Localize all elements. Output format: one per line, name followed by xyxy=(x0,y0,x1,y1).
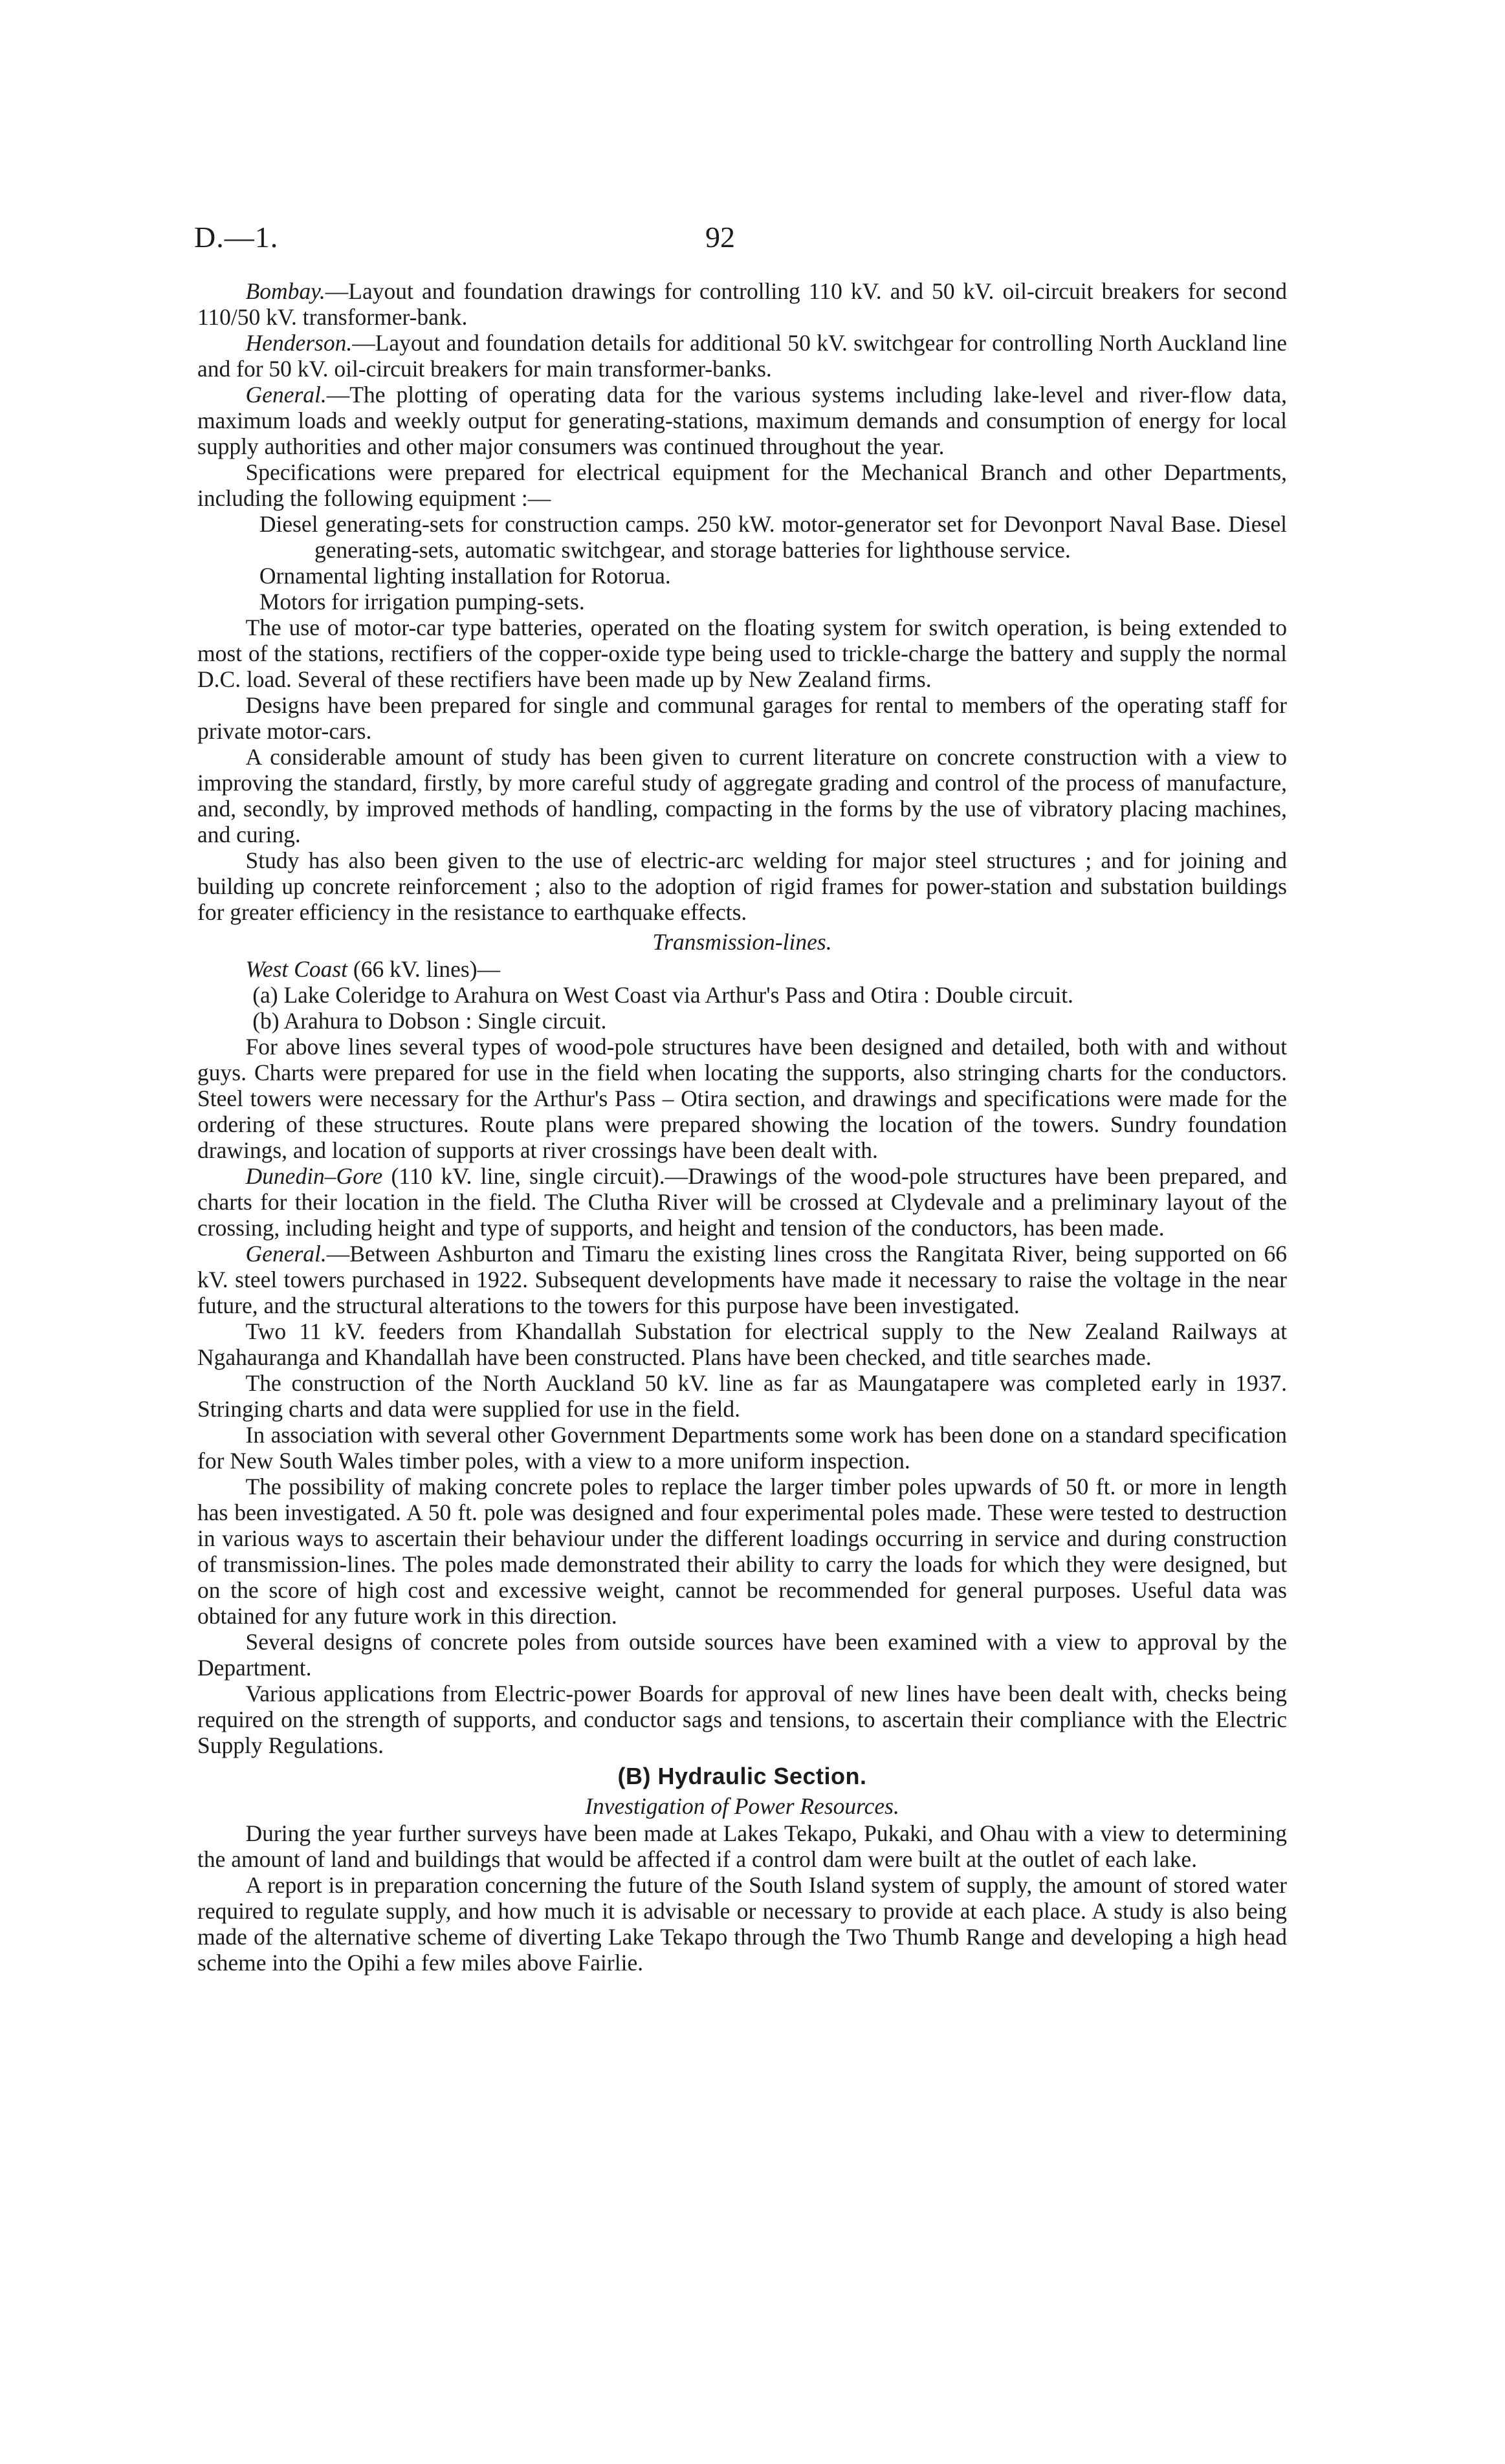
paragraph-report: A report is in preparation concerning the future of the South Island system of supply, the amount of stored water required to regulate supply, and how much it is advisable or necessary to provide at each place. A study is also being made of the alternative scheme of diverting Lake Tekapo through the Two Thumb Range and developing a high head scheme into the Opihi a few miles above Fairlie. xyxy=(197,1872,1287,1976)
list-item-motors: Motors for irrigation pumping-sets. xyxy=(259,589,585,615)
paragraph-batteries: The use of motor-car type batteries, operated on the floating system for switch operation, is being extended to most of the stations, rectifiers of the copper-oxide type being used to trickle-charge the battery and supply the normal D.C. load. Several of these rectifiers have been made up by New Zealand firms. xyxy=(197,615,1287,692)
paragraph-welding: Study has also been given to the use of electric-arc welding for major steel structures ; and for joining and building up concrete reinforcement ; also to the adoption of rigid frames for power-station and substation buildings for greater efficiency in the resistance to earthquake effects. xyxy=(197,847,1287,925)
paragraph-concrete-poles: The possibility of making concrete poles to replace the larger timber poles upwards of 50 ft. or more in length has been investigated. A 50 ft. pole was designed and four experimental poles made. These were tested to destruction in various ways to ascertain their behaviour under the different loadings occurring in service and during construction of transmission-lines. The poles made demonstrated their ability to carry the loads for which they were designed, but on the score of high cost and excessive weight, cannot be recommended for general purposes. Useful data was obtained for any future work in this direction. xyxy=(197,1474,1287,1629)
paragraph-general-rangitata: General.—Between Ashburton and Timaru the existing lines cross the Rangitata River, being supported on 66 kV. steel towers purchased in 1922. Subsequent developments have made it necessary to raise the voltage in the near future, and the structural alterations to the towers for this purpose have been investigated. xyxy=(197,1241,1287,1318)
paragraph-lead: General. xyxy=(245,1241,327,1267)
document-reference: D.—1. xyxy=(194,221,279,254)
paragraph-timber-poles: In association with several other Government Departments some work has been done on a standard specification for New South Wales timber poles, with a view to a more uniform inspection. xyxy=(197,1422,1287,1474)
list-item-diesel: Diesel generating-sets for construction camps. 250 kW. motor-generator set for Devonport Naval Base. Diesel generating-sets, automatic switchgear, and storage batteries for lighthouse service. xyxy=(259,511,1287,563)
paragraph-lead: Henderson. xyxy=(245,330,353,356)
paragraph-outside-designs: Several designs of concrete poles from outside sources have been examined with a view to approval by the Department. xyxy=(197,1629,1287,1681)
paragraph-garages: Designs have been prepared for single and communal garages for rental to members of the operating staff for private motor-cars. xyxy=(197,692,1287,744)
paragraph-surveys: During the year further surveys have been made at Lakes Tekapo, Pukaki, and Ohau with a view to determining the amount of land and buildings that would be affected if a control dam were built at the outlet of each lake. xyxy=(197,1820,1287,1872)
page-body xyxy=(197,278,1287,1976)
paragraph-north-auckland: The construction of the North Auckland 50 kV. line as far as Maungatapere was completed early in 1937. Stringing charts and data were supplied for use in the field. xyxy=(197,1370,1287,1422)
paragraph-applications: Various applications from Electric-power Boards for approval of new lines have been dealt with, checks being required on the strength of supports, and conductor sags and tensions, to ascertain their compliance with the Electric Supply Regulations. xyxy=(197,1681,1287,1758)
paragraph-general-plotting: General.—The plotting of operating data for the various systems including lake-level and river-flow data, maximum loads and weekly output for generating-stations, maximum demands and consumption of energy for local supply authorities and other major consumers was continued throughout the year. xyxy=(197,382,1287,459)
paragraph-bombay: Bombay.—Layout and foundation drawings for controlling 110 kV. and 50 kV. oil-circuit breakers for second 110/50 kV. transformer-bank. xyxy=(197,278,1287,330)
paragraph-lead: General. xyxy=(245,382,327,408)
paragraph-west-coast: West Coast (66 kV. lines)— xyxy=(245,956,501,982)
heading-investigation: Investigation of Power Resources. xyxy=(585,1793,899,1819)
paragraph-lead: Bombay. xyxy=(245,278,325,304)
list-item-lighting: Ornamental lighting installation for Rotorua. xyxy=(259,563,671,589)
page-header xyxy=(194,220,1294,259)
paragraph-henderson: Henderson.—Layout and foundation details for additional 50 kV. switchgear for controlling North Auckland line and for 50 kV. oil-circuit breakers for main transformer-banks. xyxy=(197,330,1287,382)
paragraph-specifications: Specifications were prepared for electrical equipment for the Mechanical Branch and other Departments, including the following equipment :— xyxy=(197,459,1287,511)
heading-transmission-lines: Transmission-lines. xyxy=(652,929,832,955)
page-number: 92 xyxy=(705,221,735,254)
paragraph-lead: Dunedin–Gore xyxy=(245,1163,383,1189)
list-item-b: (b) Arahura to Dobson : Single circuit. xyxy=(252,1008,607,1034)
list-item-a: (a) Lake Coleridge to Arahura on West Coast via Arthur's Pass and Otira : Double circuit. xyxy=(252,982,1073,1008)
paragraph-wood-pole: For above lines several types of wood-pole structures have been designed and detailed, both with and without guys. Charts were prepared for use in the field when locating the supports, also stringing charts for the conductors. Steel towers were necessary for the Arthur's Pass – Otira section, and drawings and specifications were made for the ordering of these structures. Route plans were prepared showing the location of the towers. Sundry foundation drawings, and location of supports at river crossings have been dealt with. xyxy=(197,1034,1287,1163)
paragraph-dunedin-gore: Dunedin–Gore (110 kV. line, single circuit).—Drawings of the wood-pole structures have been prepared, and charts for their location in the field. The Clutha River will be crossed at Clydevale and a preliminary layout of the crossing, including height and type of supports, and height and tension of the conductors, has been made. xyxy=(197,1163,1287,1241)
paragraph-feeders: Two 11 kV. feeders from Khandallah Substation for electrical supply to the New Zealand Railways at Ngahauranga and Khandallah have been constructed. Plans have been checked, and title searches made. xyxy=(197,1318,1287,1370)
paragraph-lead: West Coast xyxy=(245,956,348,982)
heading-hydraulic-section: (B) Hydraulic Section. xyxy=(617,1763,867,1789)
paragraph-concrete-study: A considerable amount of study has been given to current literature on concrete construction with a view to improving the standard, firstly, by more careful study of aggregate grading and control of the process of manufacture, and, secondly, by improved methods of handling, compacting in the forms by the use of vibratory placing machines, and curing. xyxy=(197,744,1287,847)
